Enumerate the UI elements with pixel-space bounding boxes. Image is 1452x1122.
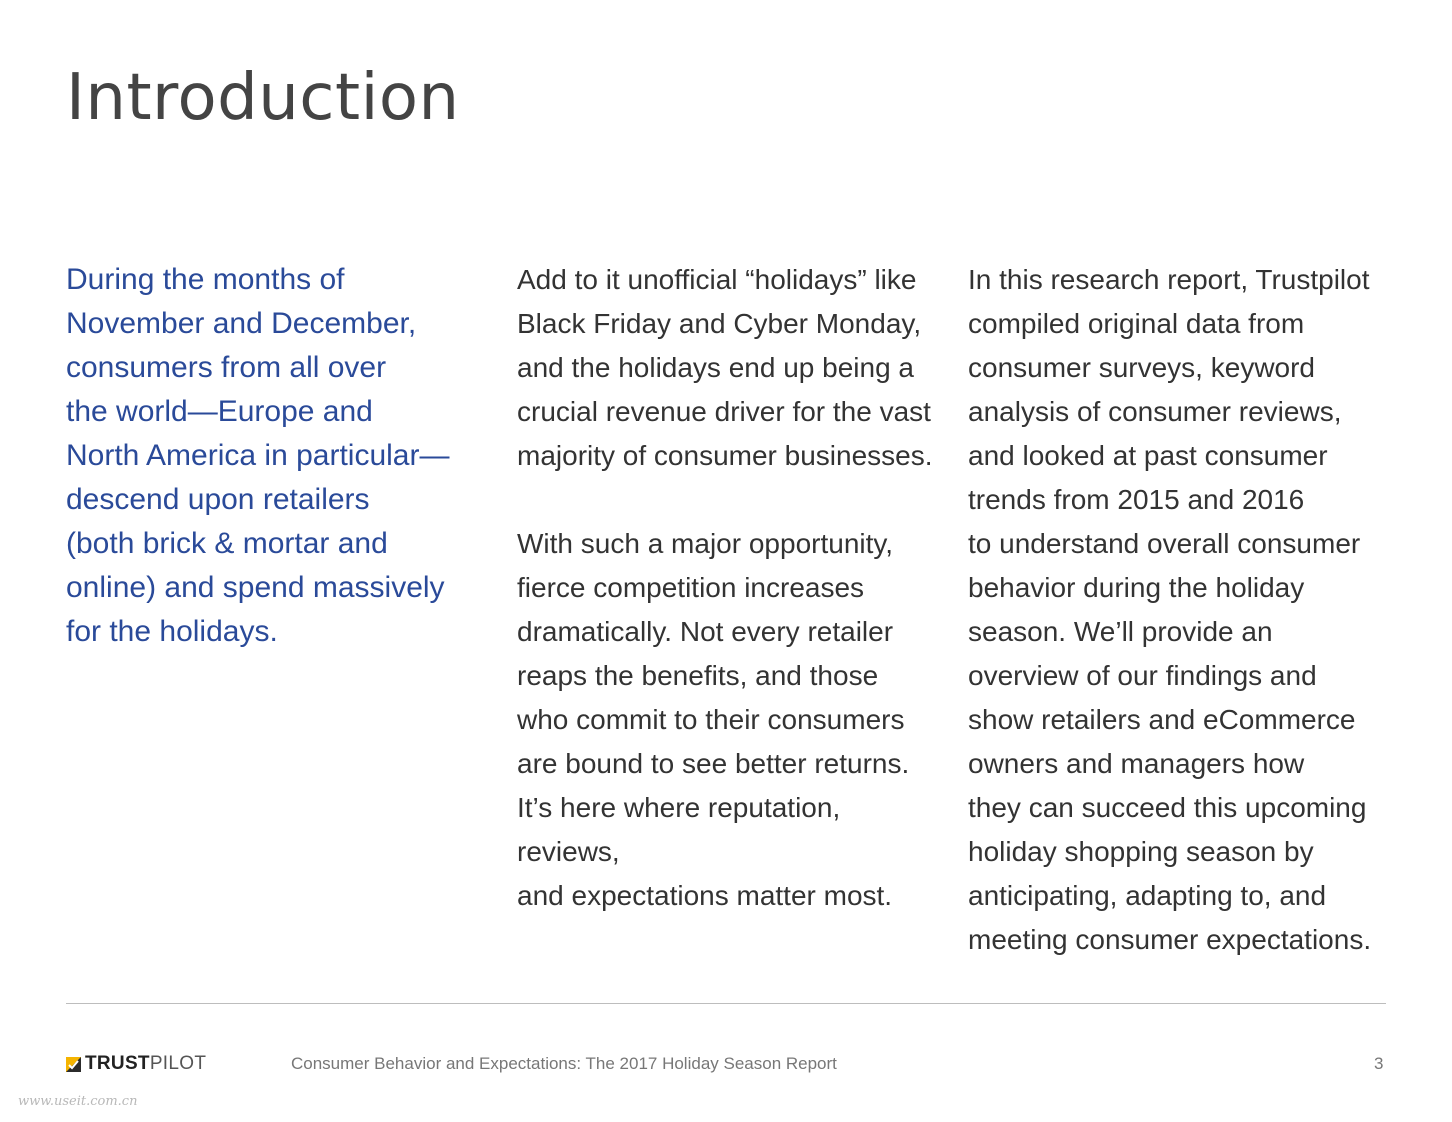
- body-line: majority of consumer businesses.: [517, 440, 933, 471]
- body-line: owners and managers how: [968, 748, 1305, 779]
- lead-line: online) and spend massively: [66, 571, 445, 604]
- page-title: Introduction: [66, 61, 460, 135]
- body-line: dramatically. Not every retailer: [517, 616, 894, 647]
- body-line: analysis of consumer reviews,: [968, 396, 1342, 427]
- page-number: 3: [1374, 1054, 1384, 1073]
- lead-paragraph: [66, 258, 486, 654]
- body-line: It’s here where reputation, reviews,: [517, 792, 841, 867]
- watermark: www.useit.com.cn: [18, 1094, 138, 1109]
- footer-divider: [66, 1003, 1386, 1004]
- body-line: reaps the benefits, and those: [517, 660, 879, 691]
- trustpilot-logo: [66, 1052, 206, 1076]
- logo-check-icon: [66, 1057, 81, 1072]
- body-line: consumer surveys, keyword: [968, 352, 1316, 383]
- body-line: season. We’ll provide an: [968, 616, 1273, 647]
- body-line: show retailers and eCommerce: [968, 704, 1356, 735]
- body-line: In this research report, Trustpilot: [968, 264, 1370, 295]
- body-line: meeting consumer expectations.: [968, 924, 1372, 955]
- lead-line: November and December,: [66, 307, 417, 340]
- body-line: Add to it unofficial “holidays” like: [517, 264, 917, 295]
- body-line: With such a major opportunity,: [517, 528, 894, 559]
- body-line: overview of our findings and: [968, 660, 1317, 691]
- lead-line: descend upon retailers: [66, 483, 370, 516]
- body-column-3: [968, 258, 1398, 962]
- logo-text-bold: TRUST: [85, 1053, 150, 1074]
- body-line: are bound to see better returns.: [517, 748, 910, 779]
- body-line: anticipating, adapting to, and: [968, 880, 1327, 911]
- body-line: trends from 2015 and 2016: [968, 484, 1305, 515]
- body-line: crucial revenue driver for the vast: [517, 396, 931, 427]
- body-line: and expectations matter most.: [517, 880, 893, 911]
- body-line: and the holidays end up being a: [517, 352, 914, 383]
- body-line: who commit to their consumers: [517, 704, 905, 735]
- lead-line: During the months of: [66, 263, 345, 296]
- lead-line: (both brick & mortar and: [66, 527, 388, 560]
- body-line: and looked at past consumer: [968, 440, 1328, 471]
- paragraph-gap: [517, 478, 947, 522]
- report-title: Consumer Behavior and Expectations: The 2017 Holiday Season Report: [291, 1054, 837, 1073]
- lead-line: North America in particular—: [66, 439, 450, 472]
- body-line: Black Friday and Cyber Monday,: [517, 308, 922, 339]
- body-line: behavior during the holiday: [968, 572, 1305, 603]
- logo-wordmark: [85, 1053, 206, 1075]
- lead-line: the world—Europe and: [66, 395, 373, 428]
- body-line: fierce competition increases: [517, 572, 865, 603]
- body-line: they can succeed this upcoming: [968, 792, 1367, 823]
- body-line: to understand overall consumer: [968, 528, 1361, 559]
- body-line: compiled original data from: [968, 308, 1305, 339]
- lead-line: consumers from all over: [66, 351, 387, 384]
- logo-text-light: PILOT: [149, 1053, 207, 1074]
- body-line: holiday shopping season by: [968, 836, 1314, 867]
- body-column-2: [517, 258, 947, 918]
- lead-line: for the holidays.: [66, 615, 278, 648]
